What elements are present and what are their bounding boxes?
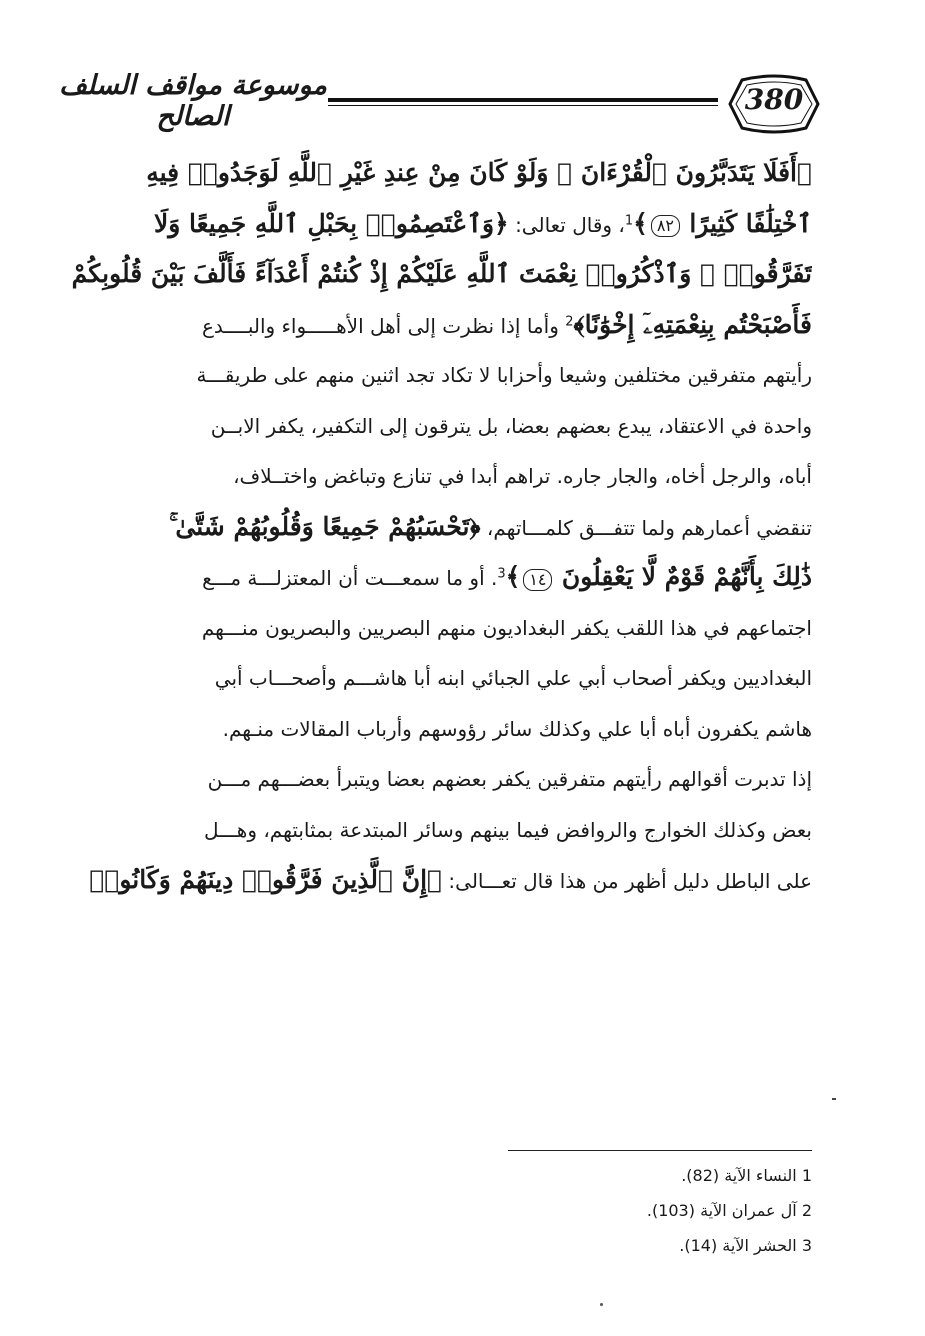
text-line [70, 199, 812, 250]
quran-verse: ﴿أَفَلَا يَتَدَبَّرُونَ ٱلْقُرْءَانَ ۚ وَلَوْ كَانَ مِنْ عِندِ غَيْرِ ٱللَّهِ لَوَجَدُوا۟ فِيهِ [146, 158, 812, 187]
ayah-number: ٨٢ [651, 215, 680, 237]
text-line [70, 249, 812, 300]
prose-text: وأما إذا نظرت إلى أهل الأهـــــواء والبــــدع [201, 313, 566, 338]
footnote-ref: 3 [497, 566, 506, 582]
text-line: بعض وكذلك الخوارج والروافض فيما بينهم وسائر المبتدعة بمثابتهم، وهـــل [204, 817, 812, 842]
running-header [58, 62, 828, 142]
footnote-ref: 1 [624, 212, 634, 228]
page-number: 380 [744, 83, 804, 116]
text-line: إذا تدبرت أقوالهم رأيتهم متفرقين يكفر بعضهم بعضا ويتبرأ بعضـــهم مـــن [207, 767, 812, 791]
header-rule-thick [328, 98, 718, 102]
quran-verse: ﴿تَحْسَبُهُمْ جَمِيعًا وَقُلُوبُهُمْ شَتَّىٰ ۚ [169, 511, 481, 541]
verse-close-bracket: ﴾ [505, 562, 521, 591]
text-line [70, 855, 812, 906]
main-text [70, 148, 812, 906]
prose-text: ، وقال تعالى: [515, 212, 625, 237]
footnote-separator [508, 1150, 812, 1151]
quran-verse: ٱخْتِلَٰفًا كَثِيرًا [689, 208, 812, 238]
footnote-item: 1 النساء الآية (82). [681, 1166, 812, 1185]
text-line: رأيتهم متفرقين مختلفين وشيعا وأحزابا لا تكاد تجد اثنين منهم على طريقـــة [196, 363, 812, 387]
footnote-item: 3 الحشر الآية (14). [679, 1236, 812, 1255]
prose-text: تنقضي أعمارهم ولما تتفـــق كلمـــاتهم، [486, 515, 812, 540]
scan-speck [600, 1303, 603, 1306]
quran-verse: ﴿وَٱعْتَصِمُوا۟ بِحَبْلِ ٱللَّهِ جَمِيعًا وَلَا [154, 208, 509, 238]
prose-text: على الباطل دليل أظهر من هذا قال تعـــالى: [448, 869, 812, 893]
text-line: هاشم يكفرون أباه أبا علي وكذلك سائر رؤوسهم وأرباب المقالات منـهم. [222, 716, 812, 741]
text-line: واحدة في الاعتقاد، يبدع بعضهم بعضا، بل يترقون إلى التكفير، يكفر الابــن [210, 413, 812, 438]
quran-verse: فَأَصْبَحْتُم بِنِعْمَتِهِۦٓ إِخْوَٰنًا﴾ [573, 309, 812, 339]
series-title: موسوعة مواقف السلف الصالح [59, 70, 327, 132]
quran-verse: ﴿إِنَّ ٱلَّذِينَ فَرَّقُوا۟ دِينَهُمْ وَكَانُوا۟ [89, 865, 443, 894]
text-line: اجتماعهم في هذا اللقب يكفر البغداديون منهم البصريين والبصريون منـــهم [201, 615, 812, 640]
quran-verse: تَفَرَّقُوا۟ ۚ وَٱذْكُرُوا۟ نِعْمَتَ ٱللَّهِ عَلَيْكُمْ إِذْ كُنتُمْ أَعْدَآءً فَأَلَّفَ بَيْنَ قُلُوبِكُمْ [71, 259, 812, 288]
footnote-item: 2 آل عمران الآية (103). [646, 1201, 812, 1220]
text-line: البغداديين ويكفر أصحاب أبي علي الجبائي ابنه أبا هاشـــم وأصحـــاب أبي [214, 666, 812, 690]
verse-close-bracket: ﴾ [633, 208, 648, 238]
text-line [70, 502, 812, 553]
quran-verse: ذَٰلِكَ بِأَنَّهُمْ قَوْمٌ لَّا يَعْقِلُونَ [561, 562, 812, 591]
ayah-number: ١٤ [523, 569, 552, 591]
text-line: أباه، والرجل أخاه، والجار جاره. تراهم أبدا في تنازع وتباغض واختــلاف، [233, 464, 812, 488]
footnote-ref: 2 [565, 313, 574, 329]
margin-mark [832, 1098, 836, 1100]
footnotes [470, 1158, 812, 1263]
header-rule-thin [328, 105, 718, 106]
page-number-badge [720, 70, 828, 138]
text-line [70, 552, 812, 603]
text-line [70, 300, 812, 351]
text-line [70, 148, 812, 199]
prose-text: . أو ما سمعـــت أن المعتزلـــة مـــع [202, 566, 498, 590]
